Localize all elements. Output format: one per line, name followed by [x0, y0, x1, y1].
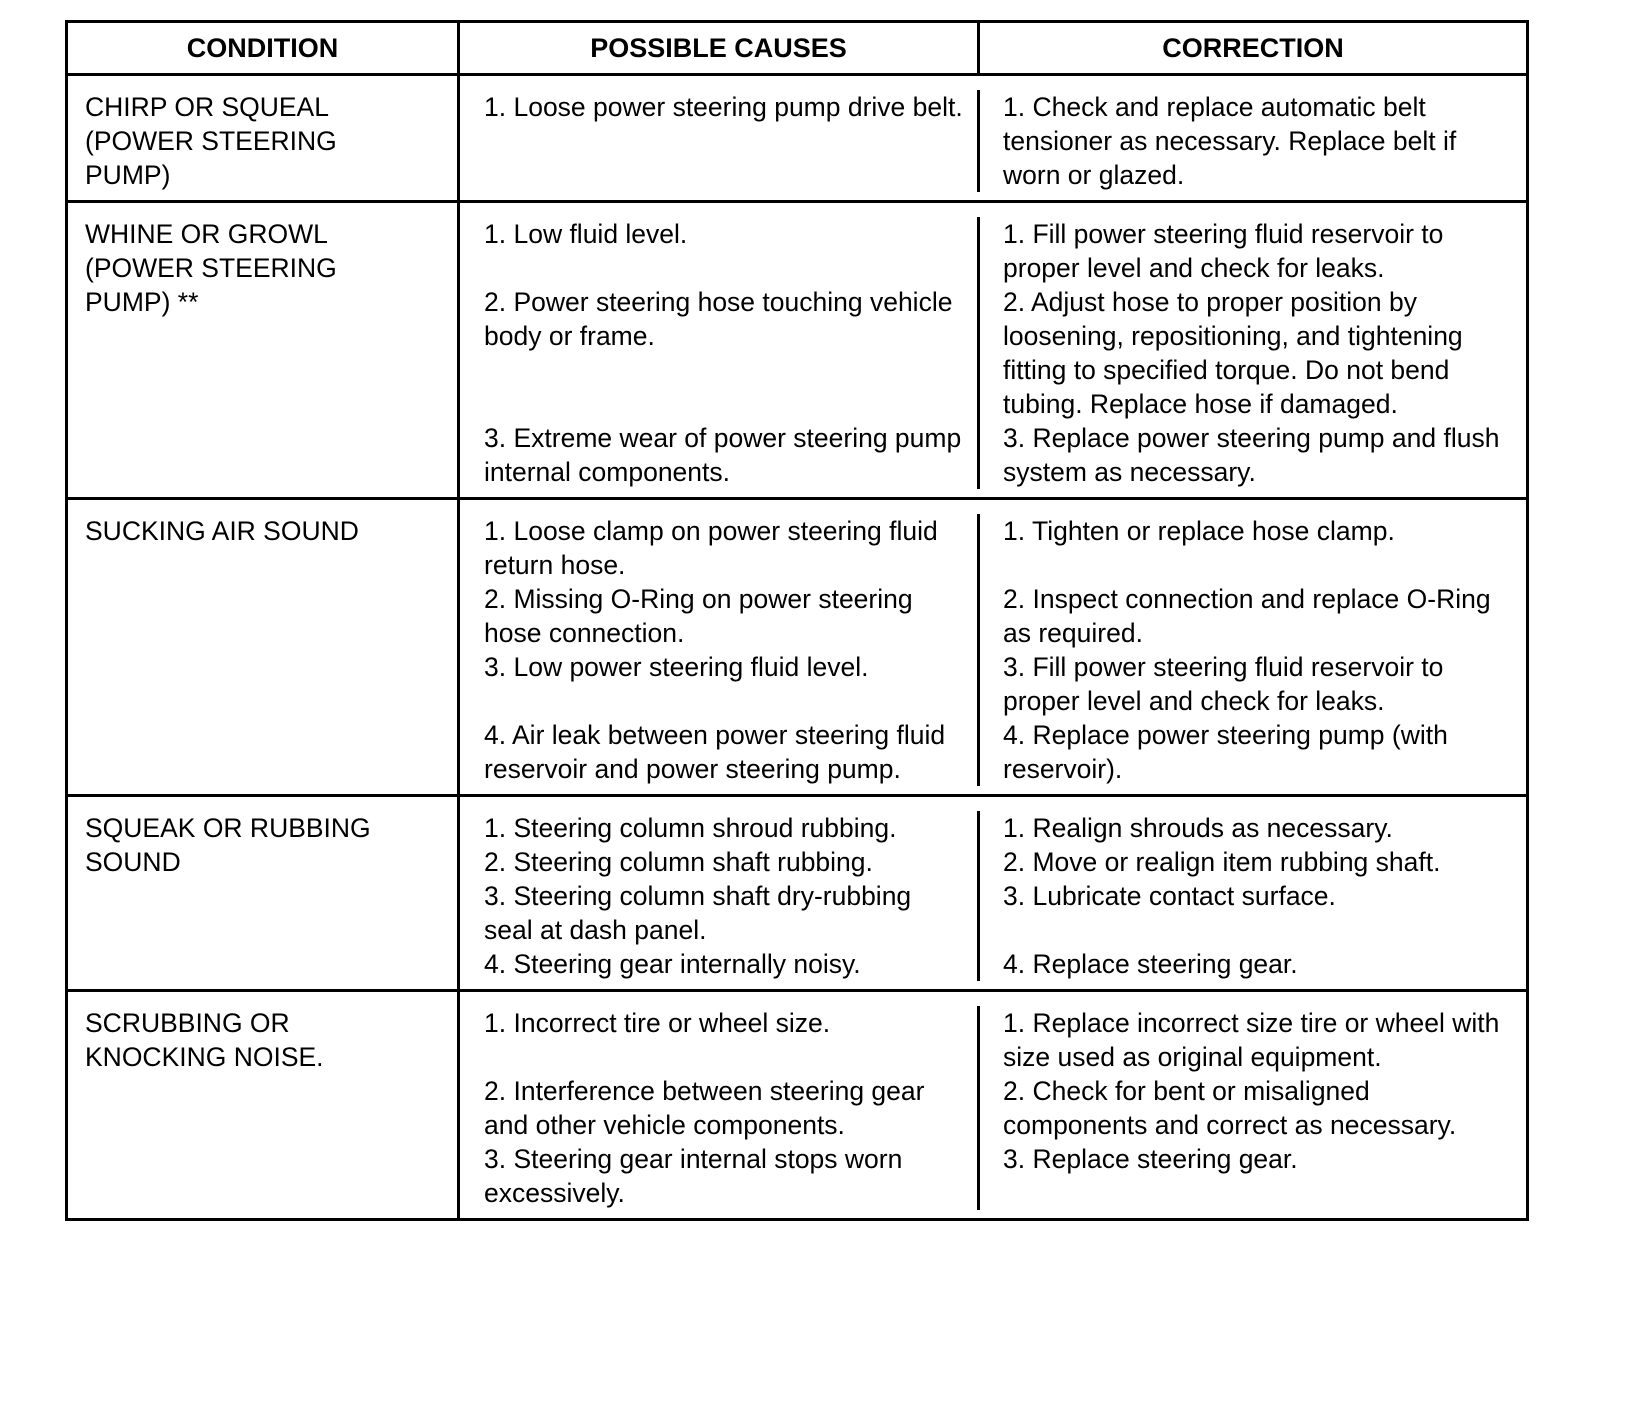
correction-cell: 3. Replace steering gear. [1003, 1144, 1298, 1174]
cause-cell: 1. Loose power steering pump drive belt. [460, 90, 980, 192]
table-header-row [68, 23, 1526, 73]
cause-correction-pair [460, 514, 1526, 582]
table-row [68, 794, 1526, 989]
cause-cell: 2. Interference between steering gear and other vehicle components. [460, 1074, 980, 1142]
cause-correction-pair [460, 718, 1526, 786]
cause-cell: 2. Missing O-Ring on power steering hose connection. [460, 582, 980, 650]
cause-cell: 1. Low fluid level. [460, 217, 980, 285]
correction-cell: 3. Replace power steering pump and flush system as necessary. [1003, 423, 1500, 487]
condition-cell: CHIRP OR SQUEAL (POWER STEERING PUMP) [68, 76, 460, 200]
cause-cell: 3. Steering gear internal stops worn excessively. [460, 1142, 980, 1210]
cause-correction-pair [460, 1006, 1526, 1074]
cause-correction-group [460, 76, 1526, 200]
cause-correction-pair [460, 90, 1526, 192]
correction-cell: 3. Fill power steering fluid reservoir to proper level and check for leaks. [1003, 652, 1444, 716]
correction-cell: 2. Adjust hose to proper position by loosening, repositioning, and tightening fitting to specified torque. Do not bend tubing. Replace hose if damaged. [1003, 287, 1463, 419]
cause-cell: 4. Air leak between power steering fluid reservoir and power steering pump. [460, 718, 980, 786]
correction-cell: 2. Inspect connection and replace O-Ring as required. [1003, 584, 1491, 648]
cause-cell: 1. Steering column shroud rubbing. [460, 811, 980, 845]
cause-correction-group [460, 992, 1526, 1218]
correction-cell: 4. Replace steering gear. [1003, 949, 1298, 979]
header-possible-causes: POSSIBLE CAUSES [460, 23, 980, 73]
cause-correction-pair [460, 879, 1526, 947]
correction-cell: 1. Fill power steering fluid reservoir to proper level and check for leaks. [1003, 219, 1444, 283]
cause-correction-group [460, 797, 1526, 989]
cause-correction-pair [460, 1142, 1526, 1210]
table-row [68, 200, 1526, 497]
correction-cell: 1. Check and replace automatic belt tensioner as necessary. Replace belt if worn or glazed. [1003, 92, 1457, 190]
cause-cell: 3. Low power steering fluid level. [460, 650, 980, 718]
correction-cell: 2. Check for bent or misaligned components and correct as necessary. [1003, 1076, 1457, 1140]
cause-correction-pair [460, 421, 1526, 489]
cause-correction-pair [460, 845, 1526, 879]
cause-correction-pair [460, 947, 1526, 981]
cause-correction-pair [460, 1074, 1526, 1142]
diagnosis-table [65, 20, 1529, 1221]
cause-correction-group [460, 203, 1526, 497]
cause-cell: 3. Steering column shaft dry-rubbing seal at dash panel. [460, 879, 980, 947]
cause-cell: 4. Steering gear internally noisy. [460, 947, 980, 981]
cause-cell: 1. Incorrect tire or wheel size. [460, 1006, 980, 1074]
condition-cell: SUCKING AIR SOUND [68, 500, 460, 794]
condition-cell: SQUEAK OR RUBBING SOUND [68, 797, 460, 989]
correction-cell: 3. Lubricate contact surface. [1003, 881, 1336, 911]
table-row [68, 73, 1526, 200]
header-condition: CONDITION [68, 23, 460, 73]
condition-cell: WHINE OR GROWL (POWER STEERING PUMP) ** [68, 203, 460, 497]
cause-cell: 2. Power steering hose touching vehicle body or frame. [460, 285, 980, 421]
cause-cell: 3. Extreme wear of power steering pump internal components. [460, 421, 980, 489]
correction-cell: 1. Realign shrouds as necessary. [1003, 813, 1393, 843]
cause-correction-pair [460, 582, 1526, 650]
correction-cell: 4. Replace power steering pump (with reservoir). [1003, 720, 1448, 784]
correction-cell: 1. Tighten or replace hose clamp. [1003, 516, 1395, 546]
cause-correction-pair [460, 811, 1526, 845]
correction-cell: 2. Move or realign item rubbing shaft. [1003, 847, 1441, 877]
cause-cell: 2. Steering column shaft rubbing. [460, 845, 980, 879]
cause-correction-pair [460, 650, 1526, 718]
cause-correction-pair [460, 217, 1526, 285]
table-row [68, 497, 1526, 794]
correction-cell: 1. Replace incorrect size tire or wheel with size used as original equipment. [1003, 1008, 1500, 1072]
header-correction: CORRECTION [1162, 33, 1344, 63]
condition-cell: SCRUBBING OR KNOCKING NOISE. [68, 992, 460, 1218]
cause-cell: 1. Loose clamp on power steering fluid return hose. [460, 514, 980, 582]
cause-correction-group [460, 500, 1526, 794]
table-row [68, 989, 1526, 1218]
cause-correction-pair [460, 285, 1526, 421]
